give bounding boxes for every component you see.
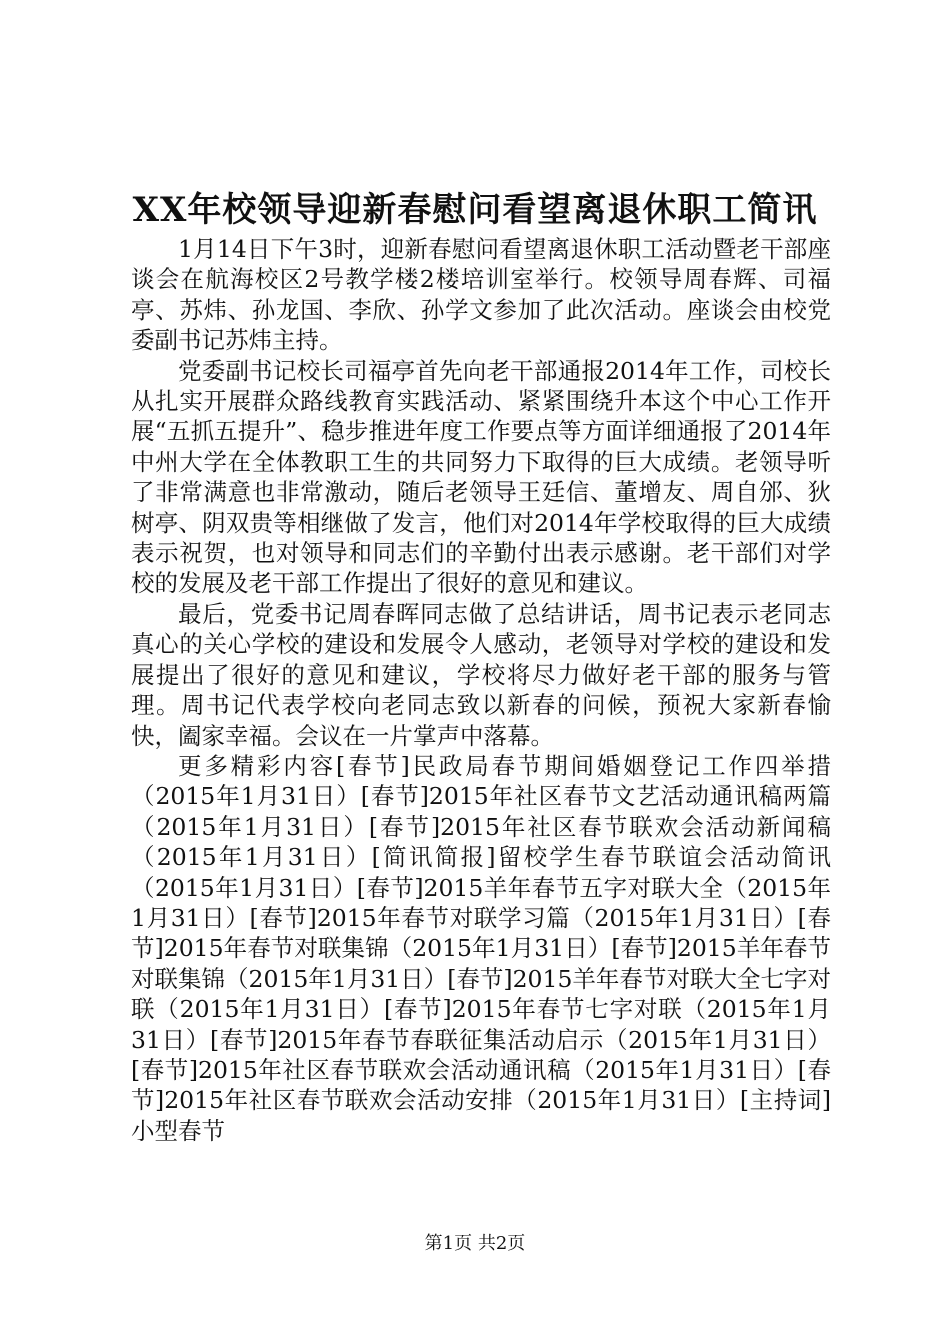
document-body xyxy=(131,234,831,1146)
paragraph-conclusion: 最后，党委书记周春晖同志做了总结讲话，周书记表示老同志真心的关心学校的建设和发展令人感动，老领导对学校的建设和发展提出了很好的意见和建议，学校将尽力做好老干部的服务与管理。周书记代表学校向老同志致以新春的问候，预祝大家新春愉快，阖家幸福。会议在一片掌声中落幕。 xyxy=(131,599,831,750)
paragraph-intro: 1月14日下午3时，迎新春慰问看望离退休职工活动暨老干部座谈会在航海校区2号教学楼2楼培训室举行。校领导周春辉、司福亭、苏炜、孙龙国、李欣、孙学文参加了此次活动。座谈会由校党委副书记苏炜主持。 xyxy=(131,235,831,355)
paragraph-more-content: 更多精彩内容[春节]民政局春节期间婚姻登记工作四举措（2015年1月31日）[春节]2015年社区春节文艺活动通讯稿两篇（2015年1月31日）[春节]2015年社区春节联欢会活动新闻稿（2015年1月31日）[简讯简报]留校学生春节联谊会活动简讯（2015年1月31日）[春节]2015羊年春节五字对联大全（2015年1月31日）[春节]2015年春节对联学习篇（2015年1月31日）[春节]2015年春节对联集锦（2015年1月31日）[春节]2015羊年春节对联集锦（2015年1月31日）[春节]2015羊年春节对联大全七字对联（2015年1月31日）[春节]2015年春节七字对联（2015年1月31日）[春节]2015年春节春联征集活动启示（2015年1月31日）[春节]2015年社区春节联欢会活动通讯稿（2015年1月31日）[春节]2015年社区春节联欢会活动安排（2015年1月31日）[主持词]小型春节 xyxy=(131,751,831,1145)
page-footer: 第1页 共2页 xyxy=(424,1233,526,1254)
document-title: XX年校领导迎新春慰问看望离退休职工简讯 xyxy=(132,190,818,230)
paragraph-report: 党委副书记校长司福亭首先向老干部通报2014年工作，司校长从扎实开展群众路线教育实践活动、紧紧围绕升本这个中心工作开展“五抓五提升”、稳步推进年度工作要点等方面详细通报了2014年中州大学在全体教职工生的共同努力下取得的巨大成绩。老领导听了非常满意也非常激动，随后老领导王廷信、董增友、周自邠、狄树亭、阴双贵等相继做了发言，他们对2014年学校取得的巨大成绩表示祝贺，也对领导和同志们的辛勤付出表示感谢。老干部们对学校的发展及老干部工作提出了很好的意见和建议。 xyxy=(131,356,831,598)
